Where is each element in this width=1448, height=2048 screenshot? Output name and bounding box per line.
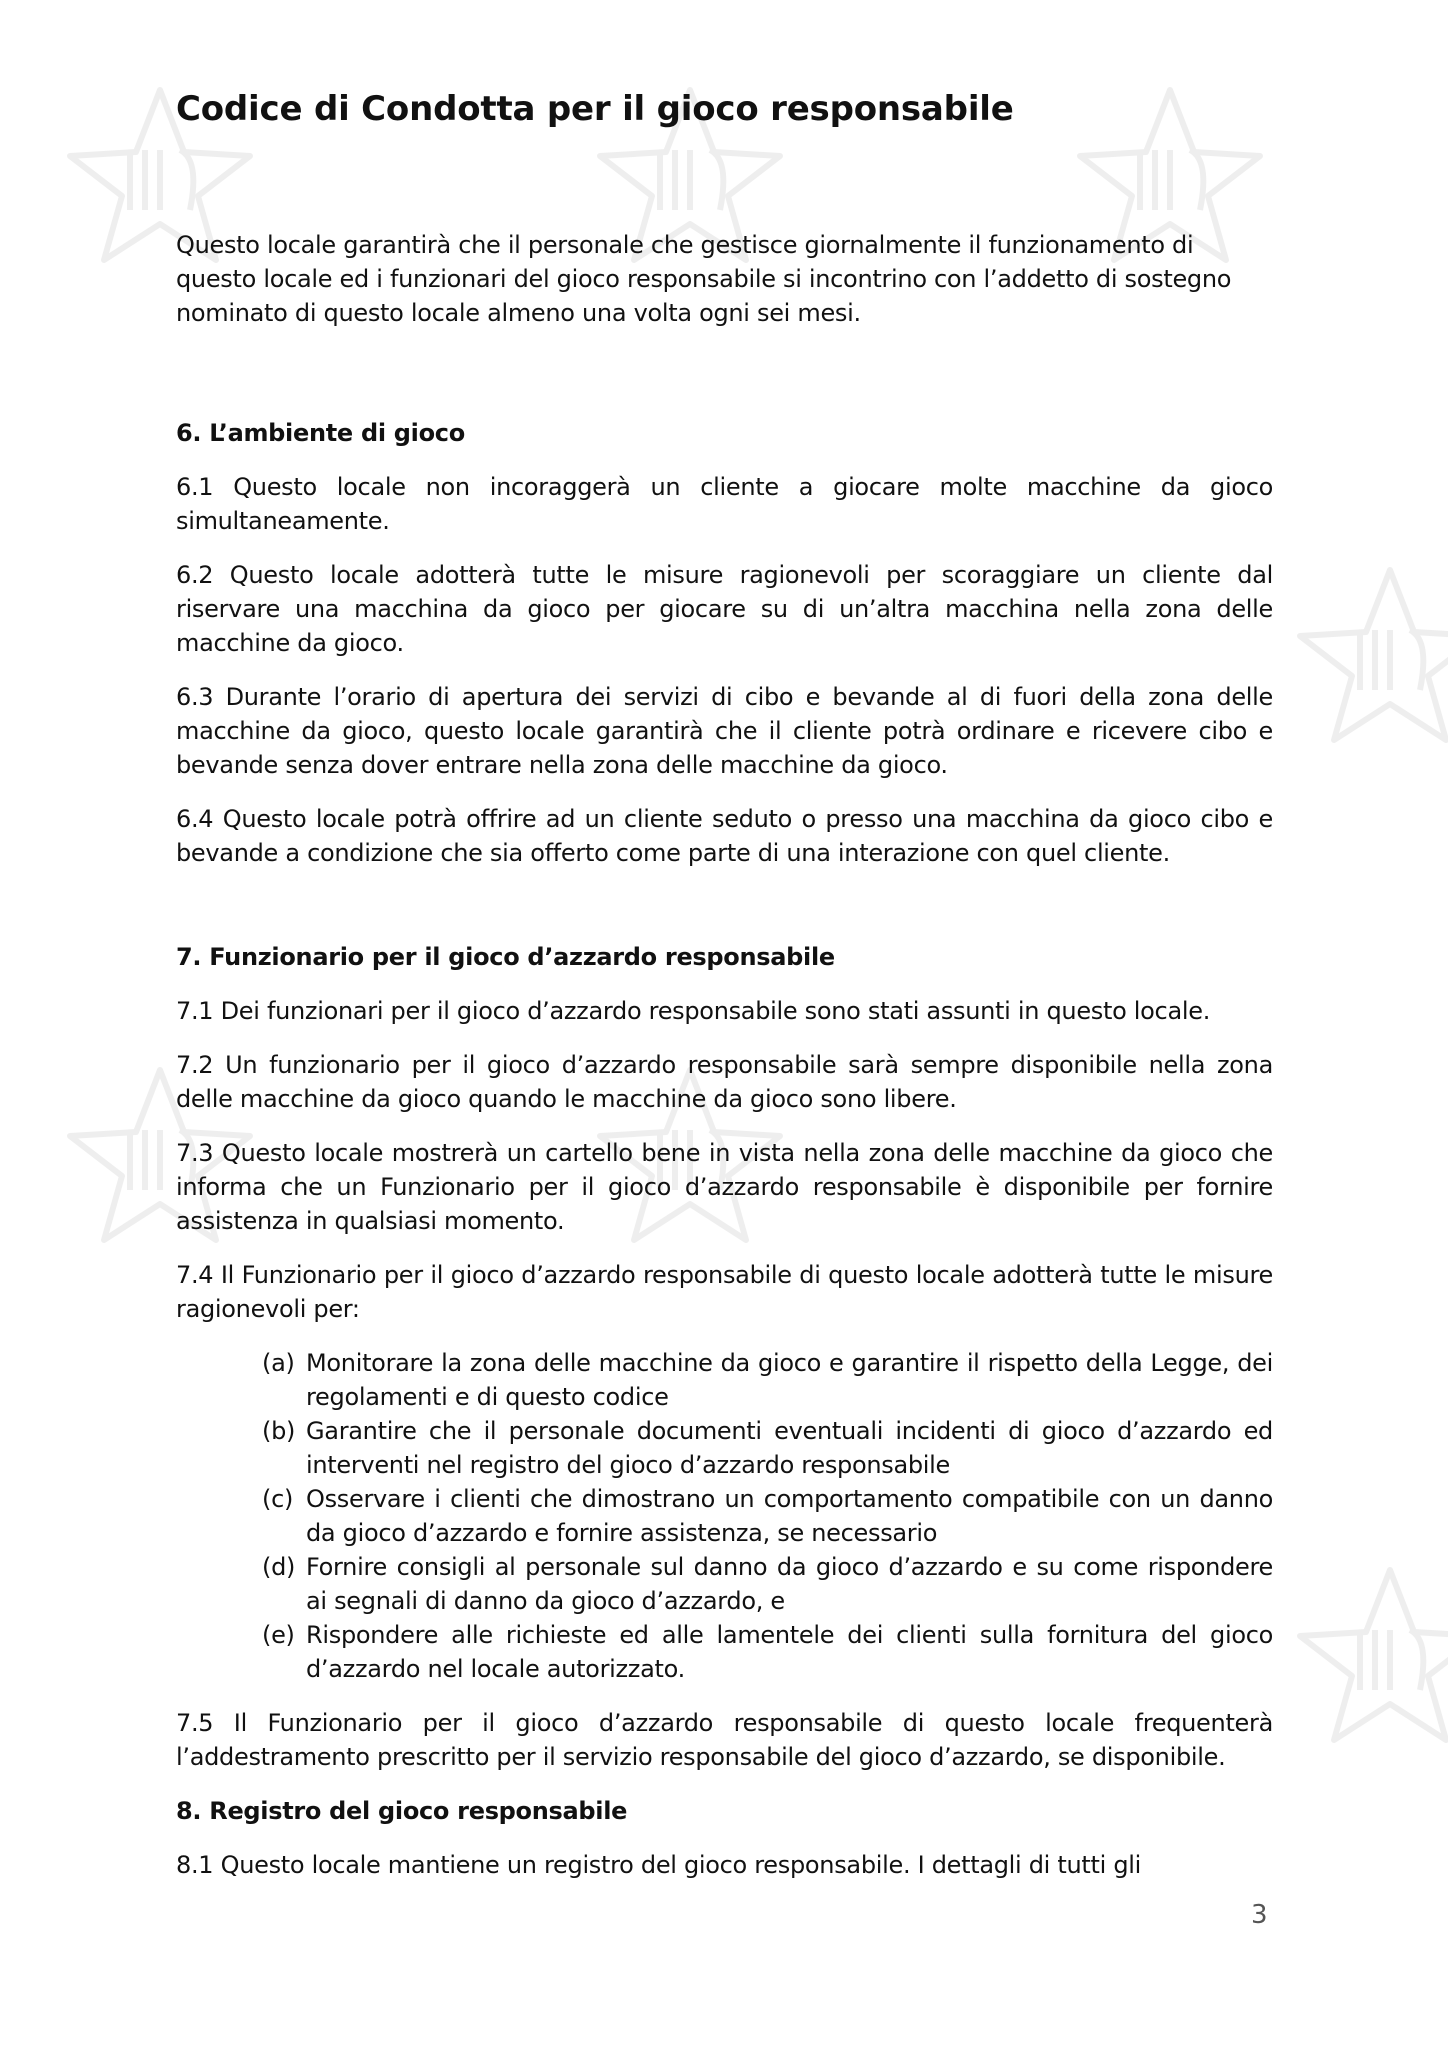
document-page <box>176 86 1273 1902</box>
document-title: Codice di Condotta per il gioco responsabile <box>176 89 1014 129</box>
intro-paragraph: Questo locale garantirà che il personale che gestisce giornalmente il funzionamento di questo locale ed i funzionari del gioco responsabile si incontrino con l’addetto di sostegno nominato di questo locale almeno una volta ogni sei mesi. <box>176 231 1232 327</box>
paragraph-7-3: 7.3 Questo locale mostrerà un cartello bene in vista nella zona delle macchine da gioco che informa che un Funzionario per il gioco d’azzardo responsabile è disponibile per fornire assistenza in qualsiasi momento. <box>176 1139 1273 1235</box>
paragraph-6-2: 6.2 Questo locale adotterà tutte le misure ragionevoli per scoraggiare un cliente dal riservare una macchina da gioco per giocare su di un’altra macchina nella zona delle macchine da gioco. <box>176 561 1273 657</box>
duties-list <box>176 1346 1273 1686</box>
section-8-heading: 8. Registro del gioco responsabile <box>176 1797 628 1825</box>
paragraph-6-4: 6.4 Questo locale potrà offrire ad un cliente seduto o presso una macchina da gioco cibo e bevande a condizione che sia offerto come parte di una interazione con quel cliente. <box>176 805 1273 867</box>
restaurant-guru-watermark <box>1290 560 1448 760</box>
page-number: 3 <box>1251 1900 1268 1930</box>
list-item-label: (b) <box>262 1417 296 1445</box>
list-item <box>262 1618 1273 1686</box>
section-6-heading: 6. L’ambiente di gioco <box>176 419 465 447</box>
list-item-text: Rispondere alle richieste ed alle lamentele dei clienti sulla fornitura del gioco d’azzardo nel locale autorizzato. <box>306 1621 1273 1683</box>
list-item-text: Garantire che il personale documenti eventuali incidenti di gioco d’azzardo ed interventi nel registro del gioco d’azzardo responsabile <box>306 1417 1273 1479</box>
paragraph-7-1: 7.1 Dei funzionari per il gioco d’azzardo responsabile sono stati assunti in questo locale. <box>176 997 1211 1025</box>
paragraph-7-4: 7.4 Il Funzionario per il gioco d’azzardo responsabile di questo locale adotterà tutte le misure ragionevoli per: <box>176 1261 1273 1323</box>
paragraph-6-3: 6.3 Durante l’orario di apertura dei servizi di cibo e bevande al di fuori della zona delle macchine da gioco, questo locale garantirà che il cliente potrà ordinare e ricevere cibo e bevande senza dover entrare nella zona delle macchine da gioco. <box>176 683 1273 779</box>
list-item <box>262 1346 1273 1414</box>
paragraph-7-2: 7.2 Un funzionario per il gioco d’azzardo responsabile sarà sempre disponibile nella zona delle macchine da gioco quando le macchine da gioco sono libere. <box>176 1051 1273 1113</box>
paragraph-8-1: 8.1 Questo locale mantiene un registro del gioco responsabile. I dettagli di tutti gli <box>176 1851 1141 1879</box>
paragraph-7-5: 7.5 Il Funzionario per il gioco d’azzardo responsabile di questo locale frequenterà l’addestramento prescritto per il servizio responsabile del gioco d’azzardo, se disponibile. <box>176 1709 1273 1771</box>
restaurant-guru-watermark <box>1290 1560 1448 1760</box>
list-item-text: Monitorare la zona delle macchine da gioco e garantire il rispetto della Legge, dei regolamenti e di questo codice <box>306 1349 1273 1411</box>
list-item <box>262 1550 1273 1618</box>
section-7-heading: 7. Funzionario per il gioco d’azzardo responsabile <box>176 943 835 971</box>
list-item-label: (e) <box>262 1621 295 1649</box>
list-item <box>262 1482 1273 1550</box>
list-item-text: Fornire consigli al personale sul danno da gioco d’azzardo e su come rispondere ai segnali di danno da gioco d’azzardo, e <box>306 1553 1273 1615</box>
list-item-label: (c) <box>262 1485 294 1513</box>
paragraph-6-1: 6.1 Questo locale non incoraggerà un cliente a giocare molte macchine da gioco simultaneamente. <box>176 473 1273 535</box>
list-item <box>262 1414 1273 1482</box>
list-item-text: Osservare i clienti che dimostrano un comportamento compatibile con un danno da gioco d’azzardo e fornire assistenza, se necessario <box>306 1485 1273 1547</box>
list-item-label: (d) <box>262 1553 296 1581</box>
list-item-label: (a) <box>262 1349 295 1377</box>
